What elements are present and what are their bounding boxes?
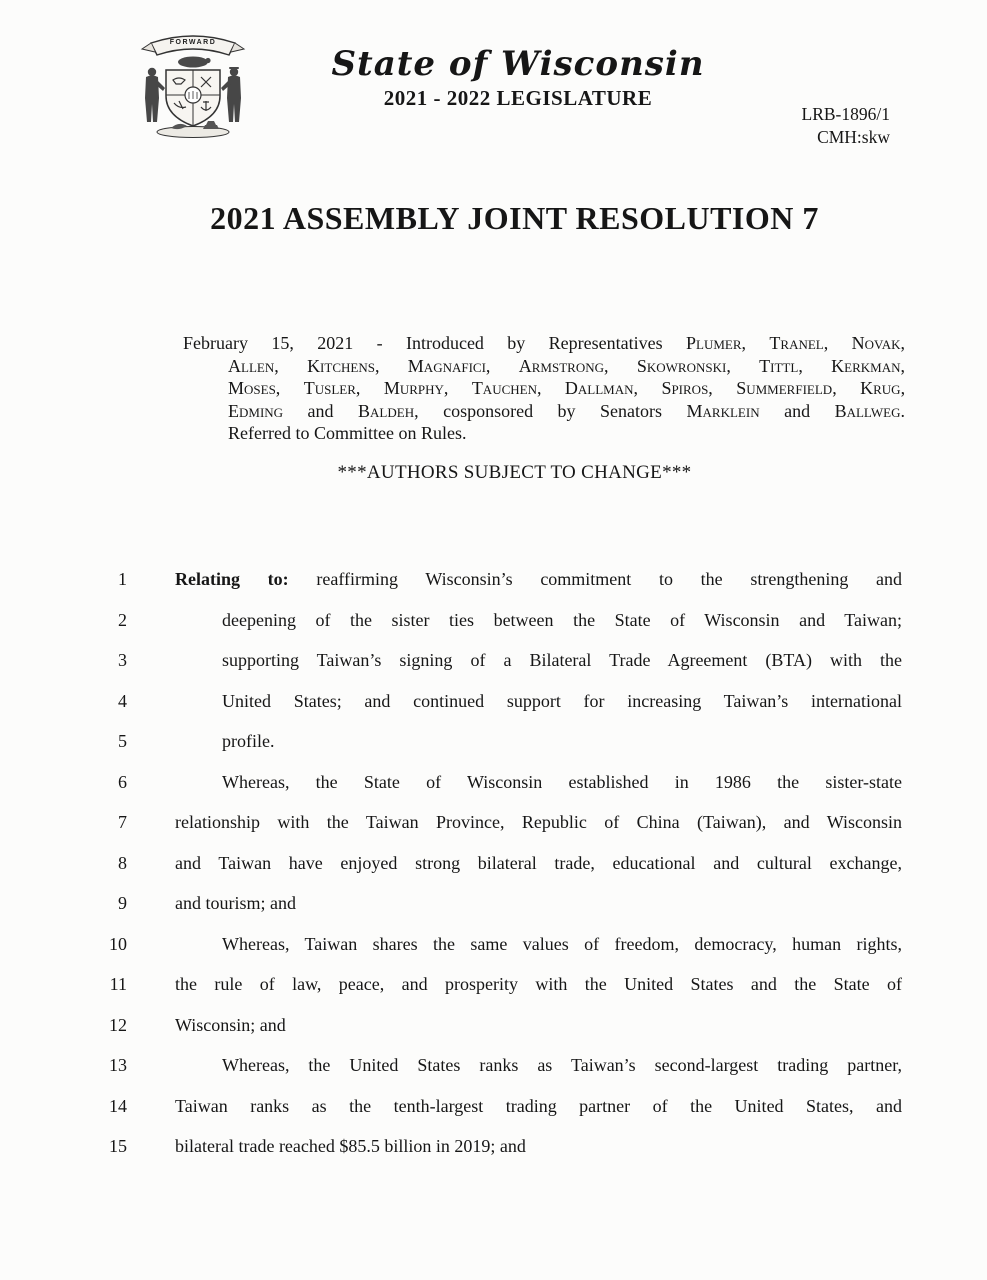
text-run: , <box>275 378 304 398</box>
line-number: 15 <box>109 1136 127 1156</box>
introduction-line <box>183 422 905 445</box>
resolution-body <box>105 559 902 1167</box>
text-run: , <box>900 355 905 376</box>
resolution-title: 2021 ASSEMBLY JOINT RESOLUTION 7 <box>210 200 819 236</box>
text-run: Relating to: <box>175 569 317 589</box>
text-run: Spiros <box>661 378 709 398</box>
text-run: Dallman <box>564 378 634 398</box>
text-run: supporting Taiwan’s signing of a Bilateral Trade Agreement (BTA) with the <box>222 650 902 670</box>
lrb-reference-block <box>802 103 890 149</box>
line-number: 10 <box>109 933 127 954</box>
drafter-initials: CMH:skw <box>817 127 890 147</box>
text-run: and Taiwan have enjoyed strong bilateral trade, educational and cultural exchange, <box>175 852 902 873</box>
body-line <box>105 883 902 924</box>
text-run: Tranel <box>769 333 824 353</box>
text-run: Murphy <box>383 378 444 398</box>
body-line <box>105 721 902 762</box>
text-run: , <box>633 378 662 398</box>
text-run: Referred to Committee on Rules. <box>228 423 467 443</box>
sailor-figure-icon <box>145 68 165 122</box>
line-text <box>175 762 902 803</box>
line-text <box>175 1126 902 1167</box>
text-run: relationship with the Taiwan Province, Republic of China (Taiwan), and Wisconsin <box>175 812 902 832</box>
text-run: Whereas, the State of Wisconsin established in 1986 the sister-state <box>222 771 902 792</box>
text-run: Tittl <box>759 355 799 376</box>
shield-icon <box>166 70 220 126</box>
text-run: Magnafici <box>407 355 486 376</box>
text-run: Marklein <box>686 400 760 421</box>
text-run: Tauchen <box>471 378 537 398</box>
body-line <box>105 640 902 681</box>
text-run: , <box>485 355 519 376</box>
text-run: , <box>536 378 565 398</box>
body-line <box>105 1045 902 1086</box>
text-run: , <box>832 378 861 398</box>
text-run: reaffirming Wisconsin’s commitment to the strengthening and <box>316 569 903 589</box>
text-run: Allen <box>228 355 275 376</box>
text-run: , <box>374 355 408 376</box>
text-run: Armstrong <box>518 355 605 376</box>
text-run: Tusler <box>303 378 356 398</box>
body-line <box>105 681 902 722</box>
introduction-line <box>183 355 905 378</box>
text-run: and tourism; and <box>175 893 296 913</box>
text-run: February 15, 2021 - Introduced by Representatives <box>183 333 687 353</box>
introduction-line <box>183 332 905 355</box>
line-number: 13 <box>109 1055 127 1075</box>
body-line <box>105 559 902 600</box>
line-number: 12 <box>109 1014 127 1035</box>
line-text <box>175 640 902 681</box>
lrb-number: LRB-1896/1 <box>801 104 890 124</box>
text-run: , <box>443 378 472 398</box>
text-run: the rule of law, peace, and prosperity with the United States and the State of <box>175 974 902 994</box>
text-run: Edming <box>228 400 284 421</box>
text-run: , <box>823 333 852 353</box>
text-run: , <box>900 378 906 398</box>
line-text <box>175 721 902 762</box>
body-line <box>105 1005 902 1046</box>
text-run: , <box>604 355 637 376</box>
line-number: 1 <box>118 569 127 589</box>
line-number: 6 <box>118 771 127 792</box>
text-run: Kerkman <box>831 355 901 376</box>
text-run: , <box>274 355 308 376</box>
body-line <box>105 600 902 641</box>
body-line <box>105 924 902 965</box>
text-run: Skowronski <box>636 355 727 376</box>
text-run: Baldeh <box>358 400 415 421</box>
line-number: 5 <box>118 731 127 751</box>
body-line <box>105 1086 902 1127</box>
line-text <box>175 1086 902 1127</box>
line-text <box>175 1045 902 1086</box>
line-number: 8 <box>118 852 127 873</box>
text-run: , <box>708 378 737 398</box>
text-run: and <box>759 400 835 421</box>
text-run: , <box>798 355 832 376</box>
body-line <box>105 964 902 1005</box>
text-run: . <box>900 400 905 421</box>
text-run: , <box>726 355 760 376</box>
crest-motto: FORWARD <box>169 39 217 46</box>
text-run: Whereas, Taiwan shares the same values of freedom, democracy, human rights, <box>222 933 902 954</box>
line-number: 2 <box>118 609 127 630</box>
line-number: 11 <box>109 974 127 994</box>
text-run: Moses <box>228 378 276 398</box>
body-line <box>105 843 902 884</box>
text-run: , <box>900 333 905 353</box>
line-number: 14 <box>109 1095 127 1116</box>
text-run: , cosponsored by Senators <box>414 400 687 421</box>
text-run: , <box>741 333 770 353</box>
authors-notice: ***AUTHORS SUBJECT TO CHANGE*** <box>337 462 692 483</box>
line-text <box>175 843 902 884</box>
body-line <box>105 762 902 803</box>
wisconsin-coat-of-arms-icon <box>127 26 259 146</box>
line-text <box>175 802 902 843</box>
text-run: Novak <box>851 333 901 353</box>
introduction-line <box>183 377 905 400</box>
text-run: , <box>355 378 384 398</box>
badger-icon <box>178 57 211 68</box>
text-run: deepening of the sister ties between the State of Wisconsin and Taiwan; <box>222 609 902 630</box>
line-number: 9 <box>118 893 127 913</box>
line-text <box>175 964 902 1005</box>
miner-figure-icon <box>221 67 241 122</box>
line-text <box>175 681 902 722</box>
text-run: and <box>283 400 359 421</box>
line-number: 3 <box>118 650 127 670</box>
text-run: profile. <box>222 731 275 751</box>
text-run: Summerfield <box>736 378 833 398</box>
text-run: Krug <box>860 378 901 398</box>
text-run: Whereas, the United States ranks as Taiwan’s second-largest trading partner, <box>222 1055 902 1075</box>
text-run: Plumer <box>686 333 742 353</box>
text-run: bilateral trade reached $85.5 billion in 2019; and <box>175 1136 526 1156</box>
state-title: State of Wisconsin <box>331 44 705 84</box>
line-text <box>175 924 902 965</box>
body-line <box>105 802 902 843</box>
masthead <box>248 44 788 111</box>
line-text <box>175 883 902 924</box>
text-run: Taiwan ranks as the tenth-largest trading partner of the United States, and <box>175 1095 902 1116</box>
line-number: 7 <box>118 812 127 832</box>
text-run: Kitchens <box>307 355 375 376</box>
body-line <box>105 1126 902 1167</box>
text-run: Ballweg <box>834 400 901 421</box>
line-number: 4 <box>118 690 127 711</box>
legislature-session: 2021 - 2022 LEGISLATURE <box>383 86 653 110</box>
text-run: United States; and continued support for increasing Taiwan’s international <box>222 690 902 711</box>
introduction-line <box>183 400 905 423</box>
introduction <box>183 332 905 445</box>
line-text <box>175 1005 902 1046</box>
text-run: Wisconsin; and <box>175 1014 286 1035</box>
line-text <box>175 559 902 600</box>
line-text <box>175 600 902 641</box>
